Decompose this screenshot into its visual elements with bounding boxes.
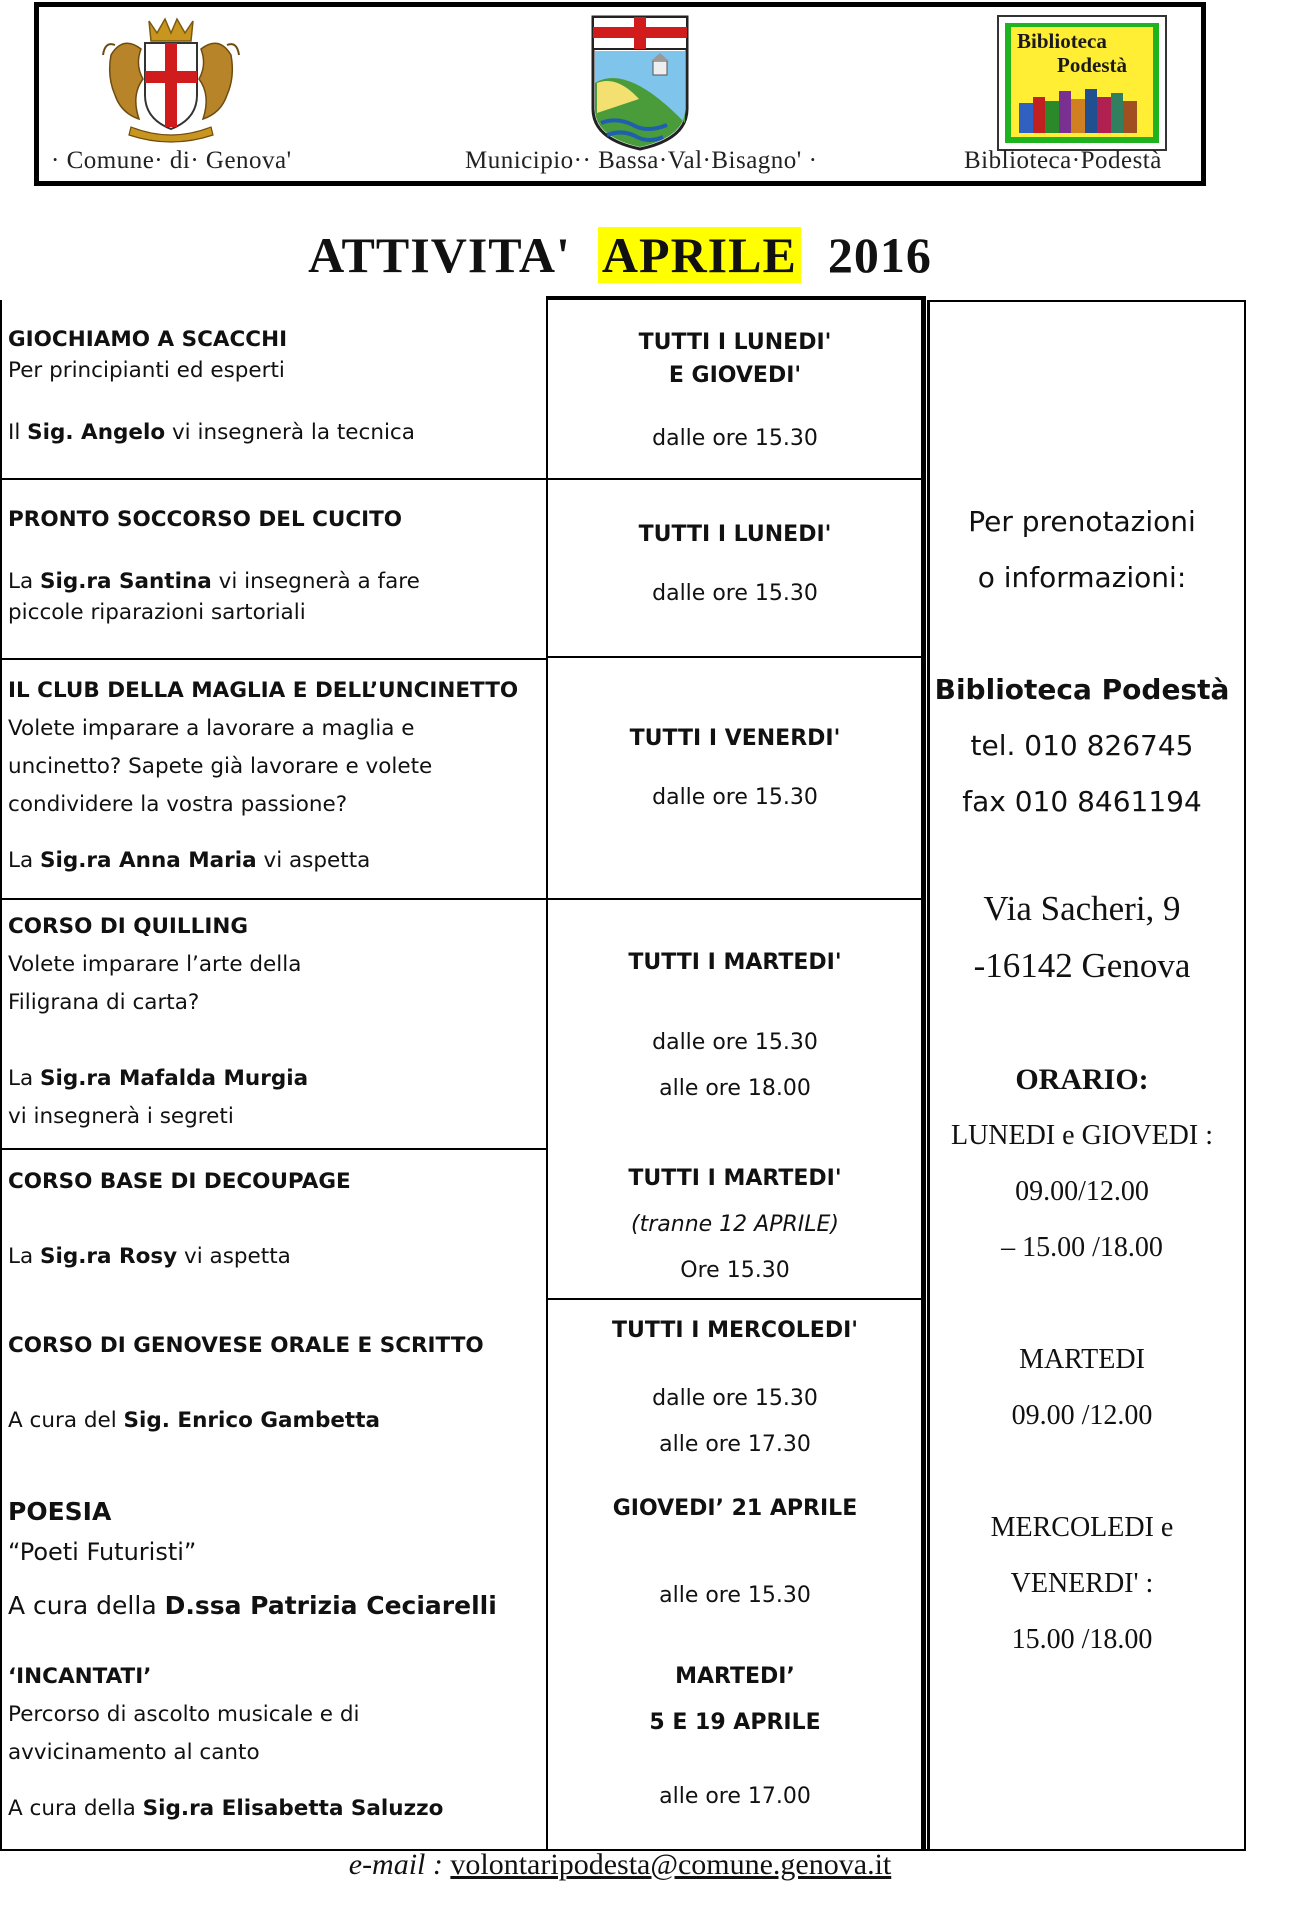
activity-title: CORSO BASE DI DECOUPAGE: [8, 1169, 351, 1194]
hours-tue-morning: 09.00 /12.00: [1011, 1400, 1153, 1431]
activity-host: Sig.ra Santina: [40, 569, 212, 595]
schedule-time: alle ore 17.00: [659, 1784, 811, 1809]
books-icon: [1017, 81, 1147, 135]
booking-line-1: Per prenotazioni: [968, 505, 1196, 538]
library-name: Biblioteca Podestà: [934, 673, 1230, 706]
schedule-time: dalle ore 15.30: [652, 426, 818, 451]
activity-poesia: [8, 1492, 538, 1626]
activity-host: Sig.ra Elisabetta Saluzzo: [142, 1796, 444, 1821]
schedule-quilling: [552, 940, 918, 1112]
activity-cucito: [8, 504, 538, 629]
activity-text: avvicinamento al canto: [8, 1740, 260, 1765]
opening-hours: [930, 1052, 1234, 1668]
activity-title: IL CLUB DELLA MAGLIA E DELL’UNCINETTO: [8, 678, 519, 703]
schedule-note: (tranne 12 APRILE): [631, 1212, 839, 1237]
schedule-scacchi: [552, 326, 918, 455]
booking-info: [930, 494, 1234, 606]
schedule-time: dalle ore 15.30: [652, 581, 818, 606]
schedule-incantati: [552, 1654, 918, 1820]
email-link[interactable]: volontaripodesta@comune.genova.it: [450, 1848, 892, 1881]
activity-host-line: La Sig.ra Anna Maria vi aspetta: [8, 848, 371, 873]
title-month: APRILE: [598, 227, 801, 283]
schedule-days: TUTTI I MARTEDI': [628, 1166, 842, 1191]
activity-host: D.ssa Patrizia Ceciarelli: [164, 1591, 497, 1620]
library-address: [930, 880, 1234, 994]
activity-text: Volete imparare a lavorare a maglia e: [8, 716, 415, 741]
hours-mon-thu-afternoon: – 15.00 /18.00: [1001, 1232, 1163, 1263]
activity-decoupage: [8, 1166, 538, 1272]
comune-label: · Comune· di· Genova': [51, 147, 292, 174]
hours-title: ORARIO:: [1015, 1063, 1149, 1096]
hours-mon-thu-days: LUNEDI e GIOVEDI :: [950, 1120, 1214, 1151]
schedule-dates: 5 E 19 APRILE: [649, 1710, 821, 1735]
comune-genova-coat-of-arms: [101, 15, 241, 145]
schedule-time-end: alle ore 18.00: [659, 1076, 811, 1101]
schedule-time: alle ore 15.30: [659, 1583, 811, 1608]
schedule-cucito: [552, 522, 918, 606]
activity-text: piccole riparazioni sartoriali: [8, 600, 306, 626]
activity-host: Sig. Angelo: [27, 420, 166, 446]
activity-host-line: A cura della Sig.ra Elisabetta Saluzzo: [8, 1796, 444, 1821]
hours-wed-fri-afternoon: 15.00 /18.00: [1011, 1624, 1153, 1655]
activity-maglia: [8, 672, 538, 880]
biblioteca-logo-text-1: Biblioteca: [1017, 29, 1107, 53]
activity-scacchi: [8, 324, 538, 449]
activity-host: Sig.ra Anna Maria: [40, 848, 257, 873]
booking-line-2: o informazioni:: [977, 561, 1187, 594]
schedule-days: MARTEDI’: [675, 1664, 795, 1689]
schedule-days: TUTTI I LUNEDI': [638, 330, 832, 355]
schedule-poesia: [552, 1496, 918, 1608]
schedule-days: TUTTI I LUNEDI': [638, 522, 832, 547]
activity-host-line: Il Sig. Angelo vi insegnerà la tecnica: [8, 420, 415, 446]
activity-text: uncinetto? Sapete già lavorare e volete: [8, 754, 433, 779]
footer: [0, 1848, 1240, 1882]
hours-tue-days: MARTEDI: [1019, 1344, 1145, 1375]
page-title: [0, 226, 1240, 284]
schedule-days: TUTTI I MERCOLEDI': [611, 1318, 859, 1343]
activity-host: Sig. Enrico Gambetta: [123, 1408, 380, 1434]
activity-title: GIOCHIAMO A SCACCHI: [8, 327, 288, 352]
schedule-days: GIOVEDI’ 21 APRILE: [612, 1496, 858, 1521]
schedule-days: TUTTI I VENERDI': [629, 726, 841, 751]
biblioteca-logo: [997, 15, 1167, 151]
schedule-time-end: alle ore 17.30: [659, 1432, 811, 1457]
schedule-days-2: E GIOVEDI': [668, 363, 802, 388]
activity-host: Sig.ra Mafalda Murgia: [40, 1066, 309, 1091]
municipio-shield: [587, 13, 693, 153]
activity-genovese: [8, 1330, 538, 1436]
schedule-time: Ore 15.30: [680, 1258, 790, 1283]
schedule-time: dalle ore 15.30: [652, 1386, 818, 1411]
activity-title: PRONTO SOCCORSO DEL CUCITO: [8, 507, 403, 532]
activity-title: ‘INCANTATI’: [8, 1664, 152, 1689]
schedule-time: dalle ore 15.30: [652, 1030, 818, 1055]
activity-text: condividere la vostra passione?: [8, 792, 348, 817]
email-label: e-mail :: [348, 1848, 451, 1881]
activity-host-line: A cura della D.ssa Patrizia Ceciarelli: [8, 1591, 497, 1620]
library-contact: [930, 662, 1234, 830]
activity-title: CORSO DI GENOVESE ORALE E SCRITTO: [8, 1333, 484, 1358]
hours-wed-fri-days-1: MERCOLEDI e: [990, 1512, 1174, 1543]
library-fax: fax 010 8461194: [962, 785, 1202, 818]
hours-wed-fri-days-2: VENERDI' :: [1010, 1568, 1154, 1599]
activity-host: Sig.ra Rosy: [40, 1244, 178, 1270]
activity-host-line: La Sig.ra Rosy vi aspetta: [8, 1244, 291, 1270]
title-year: 2016: [827, 227, 932, 283]
library-phone: tel. 010 826745: [970, 729, 1194, 762]
hours-mon-thu-morning: 09.00/12.00: [1015, 1176, 1149, 1207]
header-box: [34, 2, 1206, 186]
activity-quilling: [8, 908, 538, 1136]
activity-text: Percorso di ascolto musicale e di: [8, 1702, 360, 1727]
address-street: Via Sacheri, 9: [983, 889, 1181, 928]
activity-host-line: A cura del Sig. Enrico Gambetta: [8, 1408, 380, 1434]
municipio-label: Municipio·· Bassa·Val·Bisagno' ·: [465, 147, 818, 174]
activity-text: Filigrana di carta?: [8, 990, 200, 1015]
activity-text: vi insegnerà i segreti: [8, 1104, 234, 1129]
biblioteca-logo-text-2: Podestà: [1057, 53, 1127, 77]
schedule-days: TUTTI I MARTEDI': [628, 950, 842, 975]
activity-text: “Poeti Futuristi”: [8, 1538, 197, 1566]
biblioteca-label: Biblioteca·Podestà: [964, 147, 1162, 174]
activity-title: POESIA: [8, 1497, 112, 1526]
address-city: -16142 Genova: [973, 946, 1191, 985]
activity-incantati: [8, 1658, 538, 1828]
schedule-maglia: [552, 726, 918, 810]
schedule-time: dalle ore 15.30: [652, 785, 818, 810]
activity-host-line: La Sig.ra Santina vi insegnerà a fare: [8, 569, 420, 595]
schedule-genovese: [552, 1308, 918, 1468]
activity-host-line: La Sig.ra Mafalda Murgia: [8, 1066, 309, 1091]
activity-text: Per principianti ed esperti: [8, 358, 285, 384]
activity-text: Volete imparare l’arte della: [8, 952, 302, 977]
schedule-decoupage: [552, 1156, 918, 1294]
title-prefix: ATTIVITA': [308, 227, 571, 283]
activity-title: CORSO DI QUILLING: [8, 914, 248, 939]
